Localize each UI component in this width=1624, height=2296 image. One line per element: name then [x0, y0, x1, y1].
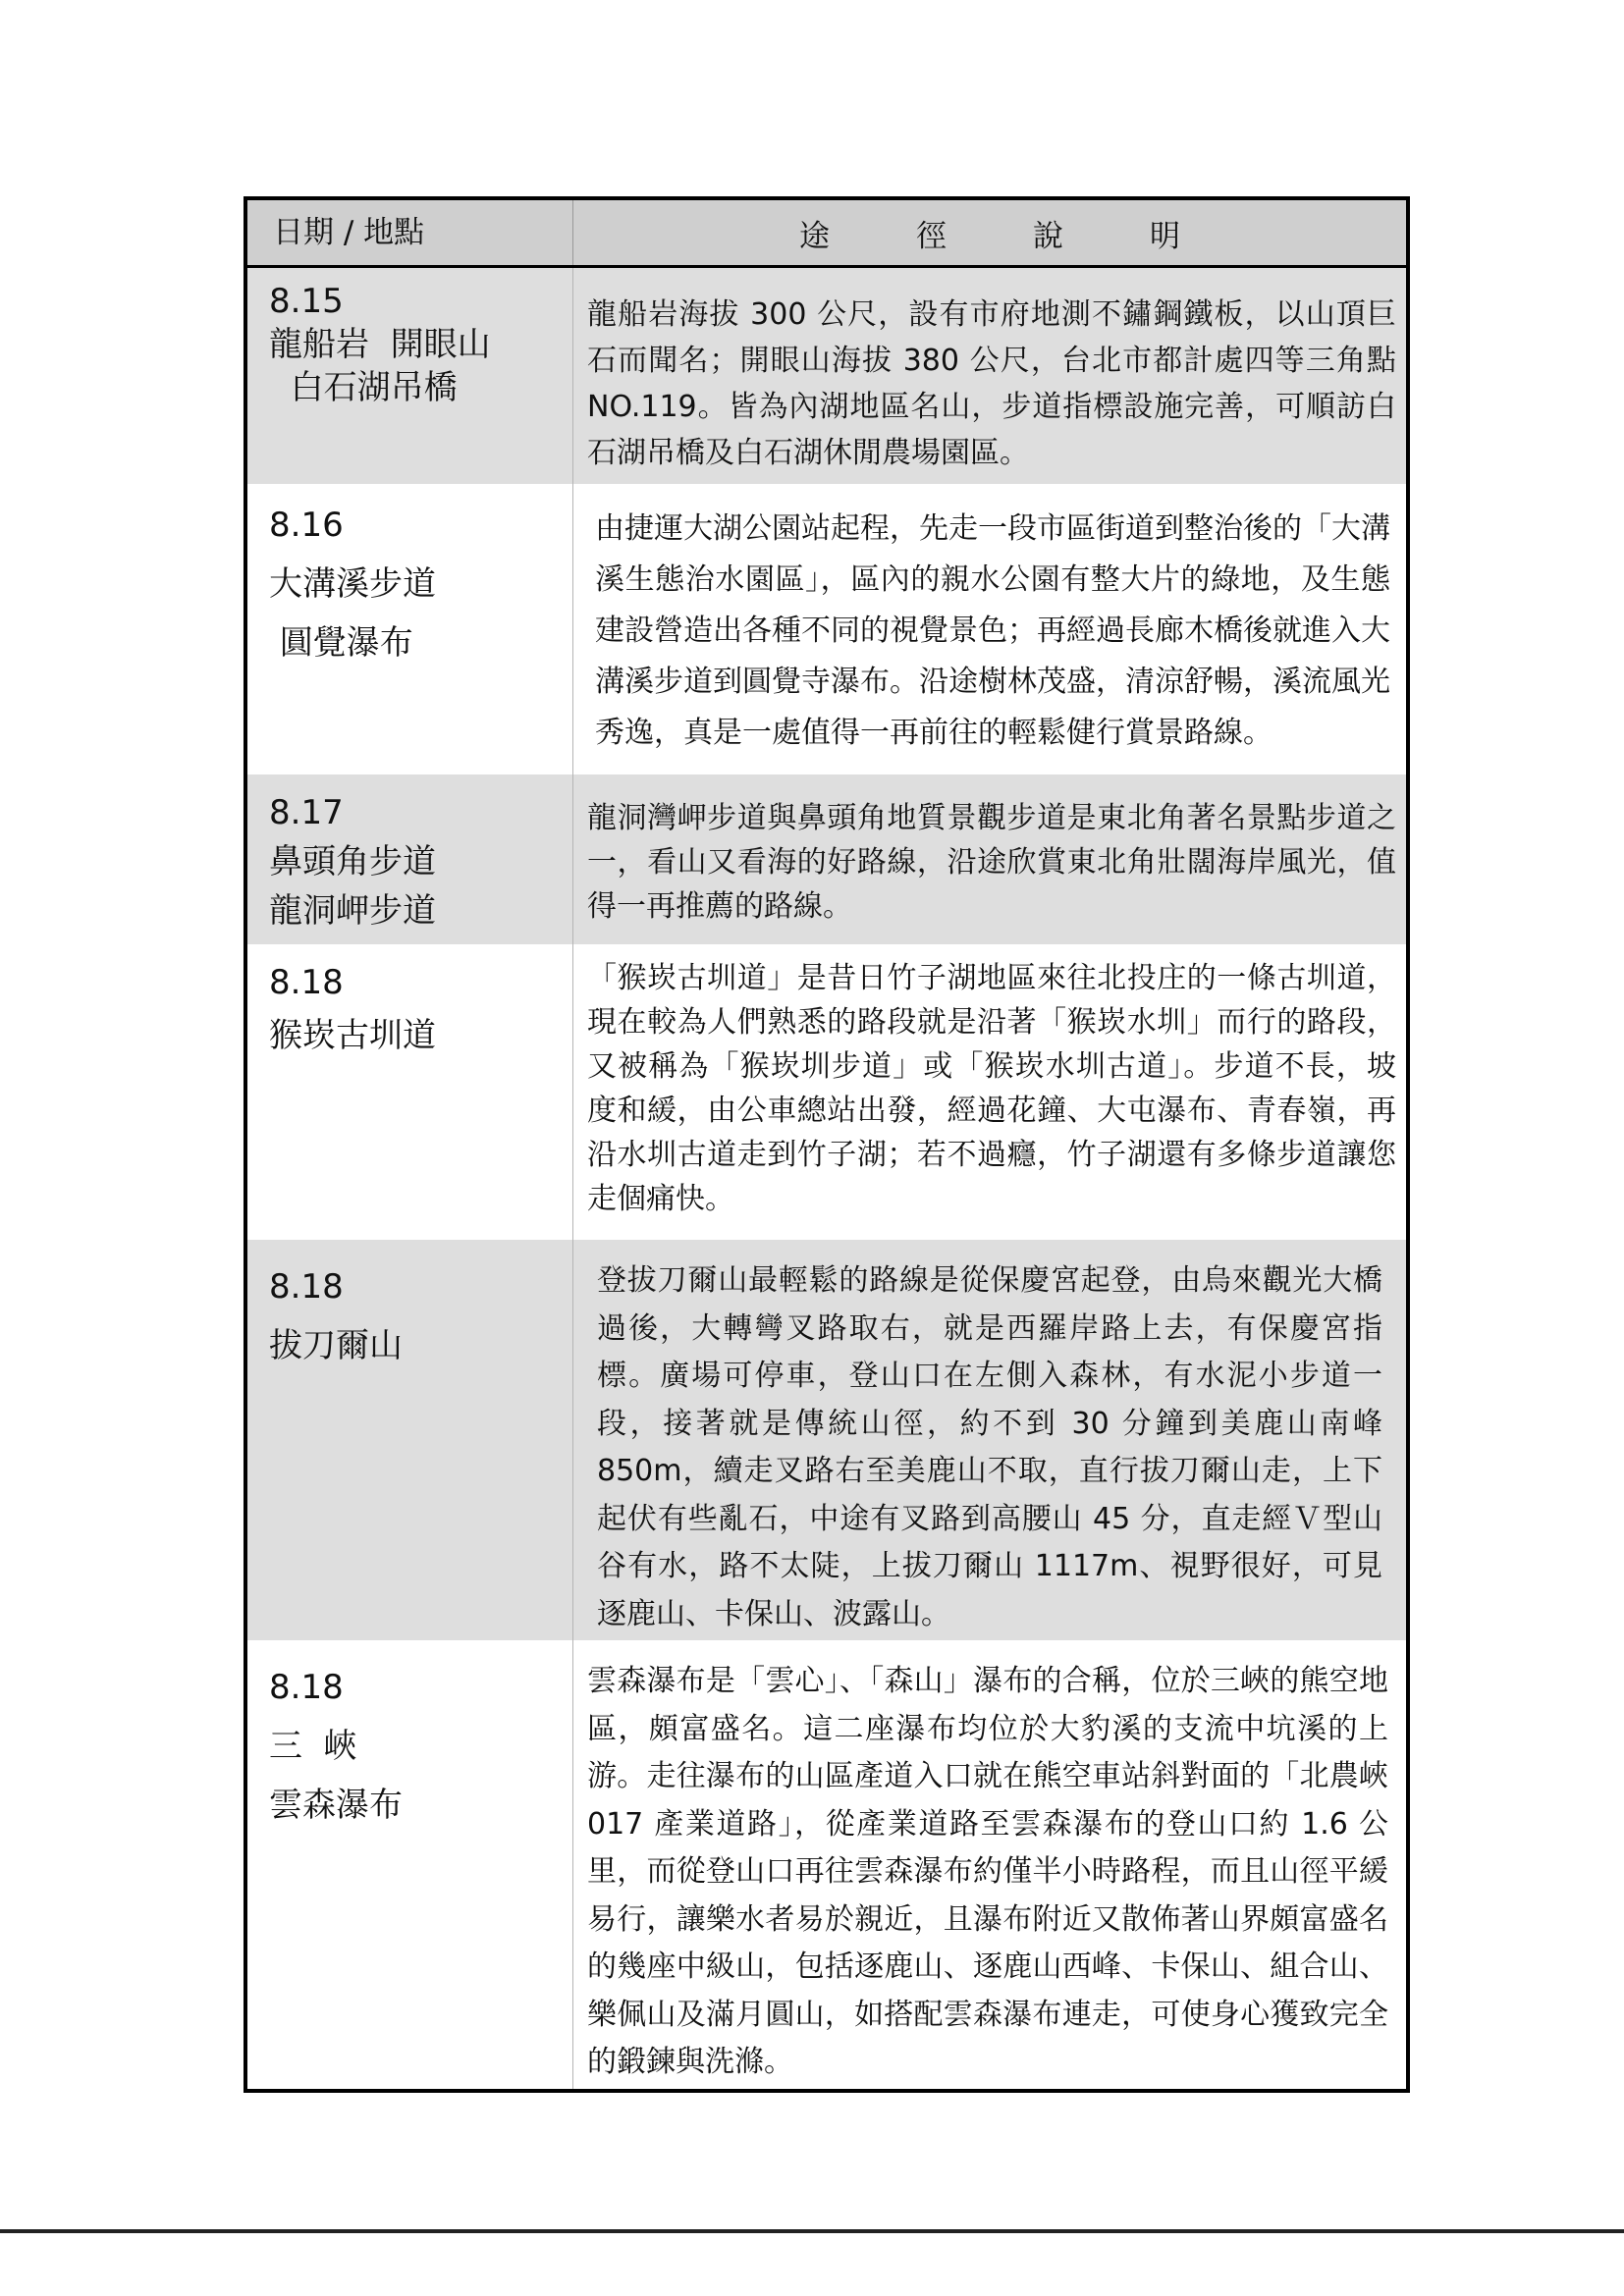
table-row [247, 1240, 1406, 1640]
table-row [247, 774, 1406, 944]
row-place: 三 峽 [269, 1727, 357, 1766]
table-row [247, 484, 1406, 774]
row-place: 白石湖吊橋 [269, 368, 458, 407]
row-date-place [247, 268, 573, 484]
footer-divider [0, 2229, 1624, 2233]
header-char: 徑 [916, 218, 947, 254]
row-description: 登拔刀爾山最輕鬆的路線是從保慶宮起登，由烏來觀光大橋過後，大轉彎叉路取右，就是西羅岸路上去，有保慶宮指標。廣場可停車，登山口在左側入森林，有水泥小步道一段，接著就是傳統山徑，約不到 30 分鐘到美鹿山南峰 850m，續走叉路右至美鹿山不取，直行拔刀爾山走，上下起伏有些亂石，中途有叉路到高腰山 45 分，直走經Ｖ型山谷有水，路不太陡，上拔刀爾山 1117m、視野很好，可見逐鹿山、卡保山、波露山。 [597, 1263, 1382, 1631]
row-description: 龍洞灣岬步道與鼻頭角地質景觀步道是東北角著名景點步道之一，看山又看海的好路線，沿途欣賞東北角壯闊海岸風光，值得一再推薦的路線。 [587, 801, 1396, 924]
row-date-place [247, 944, 573, 1240]
row-place: 猴崁古圳道 [269, 1016, 436, 1055]
row-place: 雲森瀑布 [269, 1786, 403, 1825]
row-place: 鼻頭角步道 [269, 842, 436, 881]
table-row [247, 1640, 1406, 2089]
row-date-place [247, 484, 573, 774]
row-place: 拔刀爾山 [269, 1326, 403, 1365]
header-char: 明 [1150, 218, 1180, 254]
row-place: 大溝溪步道 [269, 564, 436, 604]
row-description: 龍船岩海拔 300 公尺，設有市府地測不鏽鋼鐵板，以山頂巨石而聞名；開眼山海拔 380 公尺，台北市都計處四等三角點NO.119。皆為內湖地區名山，步道指標設施完善，可順訪白石湖吊橋及白石湖休閒農場園區。 [587, 297, 1396, 470]
row-date: 8.16 [269, 506, 344, 545]
row-description: 雲森瀑布是「雲心」、「森山」瀑布的合稱，位於三峽的熊空地區，頗富盛名。這二座瀑布均位於大豹溪的支流中坑溪的上游。走往瀑布的山區產道入口就在熊空車站斜對面的「北農峽017 產業道路」，從產業道路至雲森瀑布的登山口約 1.6 公里，而從登山口再往雲森瀑布約僅半小時路程，而且山徑平緩易行，讓樂水者易於親近，且瀑布附近又散佈著山界頗富盛名的幾座中級山，包括逐鹿山、逐鹿山西峰、卡保山、組合山、樂佩山及滿月圓山，如搭配雲森瀑布連走，可使身心獲致完全的鍛鍊與洗滌。 [587, 1664, 1388, 2079]
row-place: 龍洞岬步道 [269, 891, 436, 931]
itinerary-table [244, 196, 1410, 2093]
row-date: 8.17 [269, 793, 344, 832]
row-date: 8.18 [269, 1267, 344, 1307]
row-date: 8.18 [269, 1668, 344, 1707]
row-date-place [247, 774, 573, 944]
row-date-place [247, 1240, 573, 1640]
table-row [247, 944, 1406, 1240]
header-char: 說 [1033, 218, 1063, 254]
row-date-place [247, 1640, 573, 2089]
row-place: 圓覺瀑布 [269, 623, 413, 663]
row-place: 龍船岩 開眼山 [269, 325, 491, 364]
table-row [247, 268, 1406, 484]
header-char: 途 [799, 218, 830, 254]
row-description: 由捷運大湖公園站起程，先走一段市區街道到整治後的「大溝溪生態治水園區」，區內的親水公園有整大片的綠地，及生態建設營造出各種不同的視覺景色；再經過長廊木橋後就進入大溝溪步道到圓覺寺瀑布。沿途樹林茂盛，清涼舒暢，溪流風光秀逸，真是一處值得一再前往的輕鬆健行賞景路線。 [595, 511, 1390, 750]
row-date: 8.18 [269, 963, 344, 1002]
row-date: 8.15 [269, 282, 344, 321]
row-description: 「猴崁古圳道」是昔日竹子湖地區來往北投庄的一條古圳道，現在較為人們熟悉的路段就是沿著「猴崁水圳」而行的路段，又被稱為「猴崁圳步道」或「猴崁水圳古道」。步道不長，坡度和緩，由公車總站出發，經過花鐘、大屯瀑布、青春嶺，再沿水圳古道走到竹子湖；若不過癮，竹子湖還有多條步道讓您走個痛快。 [587, 961, 1396, 1216]
header-date-place: 日期 / 地點 [247, 200, 573, 265]
